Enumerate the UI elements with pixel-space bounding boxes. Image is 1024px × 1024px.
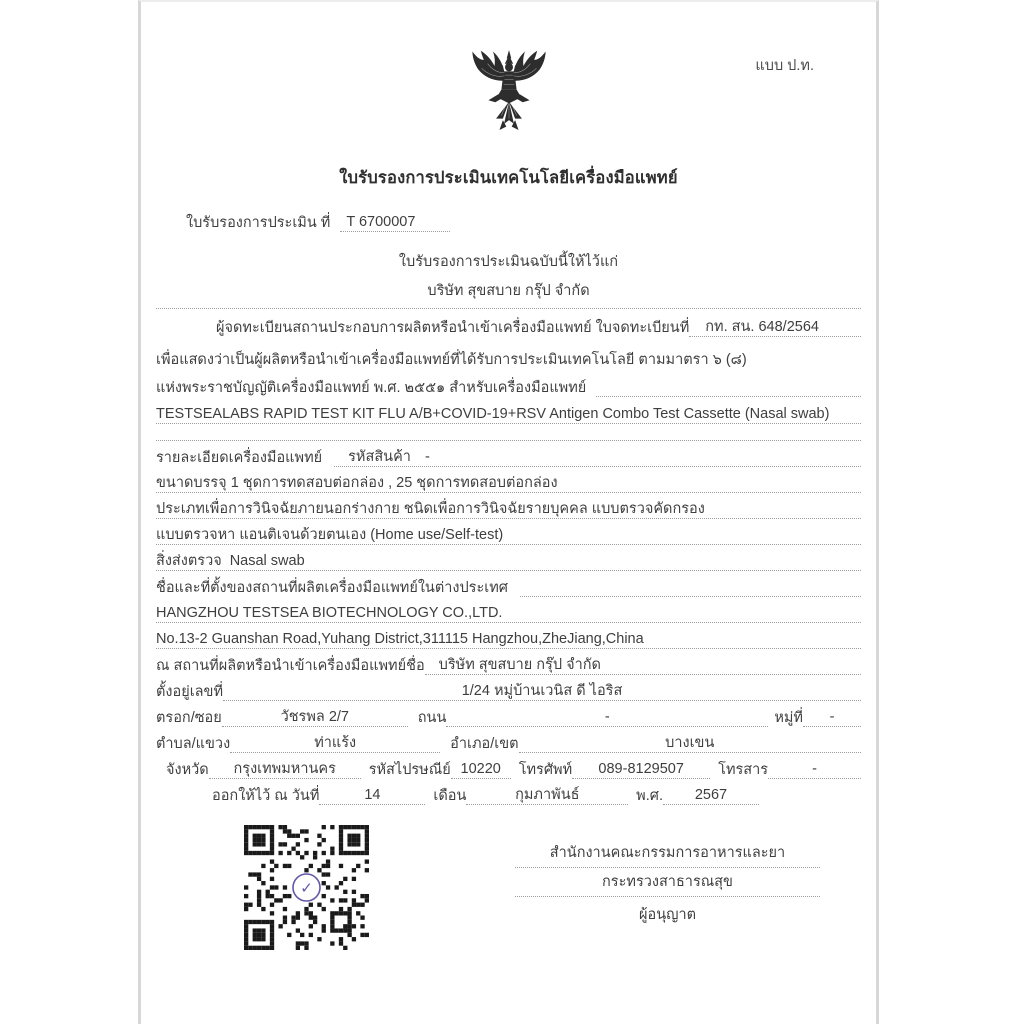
road-value: - xyxy=(446,708,768,727)
month-label: เดือน xyxy=(433,787,467,804)
statement-text-1: เพื่อแสดงว่าเป็นผู้ผลิตหรือนำเข้าเครื่องมือแพทย์ที่ได้รับการประเมินเทคโนโลยี ตามมาตรา ๖ (๘) xyxy=(156,351,747,368)
certificate-number-row xyxy=(156,205,861,232)
form-code-label: แบบ ป.ท. xyxy=(755,58,814,74)
statement-line-1 xyxy=(156,337,861,369)
blank-dotted-fill xyxy=(596,395,861,397)
province-postcode-phone-row xyxy=(156,753,861,779)
moo-value: - xyxy=(803,708,861,727)
issued-to-heading: ใบรับรองการประเมินฉบับนี้ให้ไว้แก่ xyxy=(398,254,619,270)
phone-label: โทรศัพท์ xyxy=(518,761,573,778)
foreign-site-label: ชื่อและที่ตั้งของสถานที่ผลิตเครื่องมือแพทย์ในต่างประเทศ xyxy=(156,579,508,596)
signature-block xyxy=(515,825,820,929)
signing-org-line1-row xyxy=(515,839,820,868)
specimen-value: Nasal swab xyxy=(229,552,305,569)
moo-label: หมู่ที่ xyxy=(774,709,803,726)
device-name: TESTSEALABS RAPID TEST KIT FLU A/B+COVID-19+RSV Antigen Combo Test Cassette (Nasal swab) xyxy=(156,405,830,422)
signer-title: ผู้อนุญาต xyxy=(638,907,697,923)
signing-org-line2-row xyxy=(515,868,820,897)
soi-road-moo-row xyxy=(156,701,861,727)
specimen-label: สิ่งส่งตรวจ xyxy=(156,552,222,569)
qr-code-icon xyxy=(244,825,369,950)
garuda-icon xyxy=(463,50,555,146)
subdistrict-label: ตำบล/แขวง xyxy=(156,735,231,752)
details-label: รายละเอียดเครื่องมือแพทย์ xyxy=(156,449,323,466)
category-text: ประเภทเพื่อการวินิจฉัยภายนอกร่างกาย ชนิดเพื่อการวินิจฉัยรายบุคคล แบบตรวจคัดกรอง xyxy=(156,500,705,517)
manufacturer-name: HANGZHOU TESTSEA BIOTECHNOLOGY CO.,LTD. xyxy=(156,604,503,621)
manufacturer-address: No.13-2 Guanshan Road,Yuhang District,311115 Hangzhou,ZheJiang,China xyxy=(156,630,644,647)
product-code-value: - xyxy=(424,448,430,465)
garuda-emblem xyxy=(463,50,555,151)
product-code-field xyxy=(334,448,861,467)
svg-text:✓: ✓ xyxy=(300,879,313,897)
registrant-row xyxy=(156,309,861,337)
packing-row xyxy=(156,467,861,493)
certificate-number-value: T 6700007 xyxy=(340,213,450,232)
signing-org-line2: กระทรวงสาธารณสุข xyxy=(602,874,733,890)
signing-org-line1: สำนักงานคณะกรรมการอาหารและยา xyxy=(549,845,786,861)
district-value: บางเขน xyxy=(519,734,861,753)
blank-dotted-fill xyxy=(520,595,861,597)
category-row xyxy=(156,493,861,519)
test-format-row xyxy=(156,519,861,545)
issue-date-row xyxy=(156,779,861,805)
address-number-value: 1/24 หมู่บ้านเวนิส ดี ไอริส xyxy=(223,682,861,701)
registration-number: กท. สน. 648/2564 xyxy=(689,318,861,337)
issue-month: กุมภาพันธ์ xyxy=(466,786,628,805)
qr-code xyxy=(244,825,369,950)
packing-text: ขนาดบรรจุ 1 ชุดการทดสอบต่อกล่อง , 25 ชุดการทดสอบต่อกล่อง xyxy=(156,474,558,491)
product-code-label: รหัสสินค้า xyxy=(348,448,411,465)
certificate-page xyxy=(138,0,879,1024)
local-site-name: บริษัท สุขสบาย กรุ๊ป จำกัด xyxy=(425,656,861,675)
era-label: พ.ศ. xyxy=(636,787,663,804)
document-title: ใบรับรองการประเมินเทคโนโลยีเครื่องมือแพทย์ xyxy=(339,169,678,187)
specimen-row xyxy=(156,545,861,571)
footer-section xyxy=(156,825,861,950)
test-format-text: แบบตรวจหา แอนติเจนด้วยตนเอง (Home use/Self-test) xyxy=(156,526,504,543)
soi-label: ตรอก/ซอย xyxy=(156,709,222,726)
local-site-label: ณ สถานที่ผลิตหรือนำเข้าเครื่องมือแพทย์ชื่อ xyxy=(156,657,425,674)
subdistrict-district-row xyxy=(156,727,861,753)
foreign-site-row xyxy=(156,571,861,597)
address-number-row xyxy=(156,675,861,701)
device-name-row xyxy=(156,397,861,424)
soi-value: วัชรพล 2/7 xyxy=(222,708,408,727)
road-label: ถนน xyxy=(417,709,447,726)
company-name: บริษัท สุขสบาย กรุ๊ป จำกัด xyxy=(427,283,590,299)
fax-value: - xyxy=(768,760,861,779)
local-site-row xyxy=(156,649,861,675)
postcode-value: 10220 xyxy=(451,760,511,779)
district-label: อำเภอ/เขต xyxy=(450,735,519,752)
postcode-label: รหัสไปรษณีย์ xyxy=(368,761,451,778)
statement-text-2: แห่งพระราชบัญญัติเครื่องมือแพทย์ พ.ศ. ๒๕๕๑ สำหรับเครื่องมือแพทย์ xyxy=(156,379,587,396)
province-value: กรุงเทพมหานคร xyxy=(209,760,361,779)
manufacturer-address-row xyxy=(156,623,861,649)
issue-date-label: ออกให้ไว้ ณ วันที่ xyxy=(212,787,320,804)
certificate-number-label: ใบรับรองการประเมิน ที่ xyxy=(186,214,331,231)
details-row xyxy=(156,441,861,467)
address-number-label: ตั้งอยู่เลขที่ xyxy=(156,683,224,700)
province-label: จังหวัด xyxy=(166,761,209,778)
issue-year: 2567 xyxy=(663,786,759,805)
subdistrict-value: ท่าแร้ง xyxy=(230,734,440,753)
registrant-label: ผู้จดทะเบียนสถานประกอบการผลิตหรือนำเข้าเครื่องมือแพทย์ ใบจดทะเบียนที่ xyxy=(216,319,690,336)
statement-line-2 xyxy=(156,369,861,397)
phone-value: 089-8129507 xyxy=(572,760,710,779)
fax-label: โทรสาร xyxy=(718,761,769,778)
signer-title-row xyxy=(515,897,820,929)
manufacturer-name-row xyxy=(156,597,861,623)
issue-day: 14 xyxy=(319,786,425,805)
